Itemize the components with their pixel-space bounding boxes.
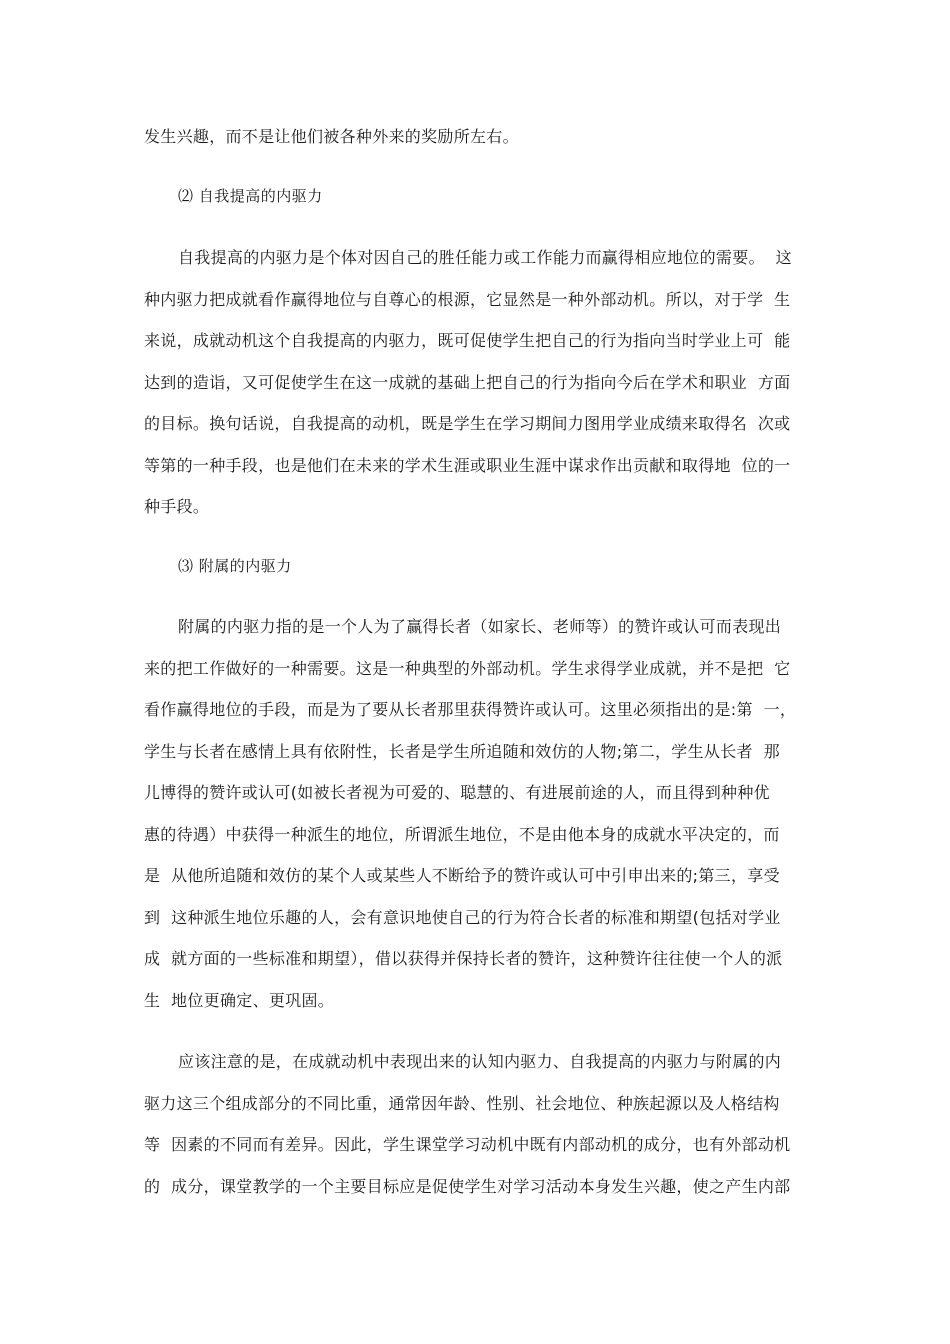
paragraph-line: 种手段。 (144, 497, 210, 516)
paragraph-line: 来的把工作做好的一种需要。这是一种典型的外部动机。学生求得学业成就，并不是把 它 (144, 659, 791, 678)
paragraph-line: 看作赢得地位的手段，而是为了要从长者那里获得赞许或认可。这里必须指出的是:第 一， (144, 700, 797, 719)
paragraph-line: 达到的造诣，又可促使学生在这一成就的基础上把自己的行为指向今后在学术和职业 方面 (144, 373, 791, 392)
paragraph-line: 到 这种派生地位乐趣的人，会有意识地使自己的行为符合长者的标准和期望(包括对学业 (144, 908, 781, 927)
intro-line: 发生兴趣，而不是让他们被各种外来的奖励所左右。 (144, 127, 519, 146)
paragraph-line: 驱力这三个组成部分的不同比重，通常因年龄、性别、社会地位、种族起源以及人格结构 (144, 1094, 780, 1113)
paragraph-line: 学生与长者在感情上具有依附性，长者是学生所追随和效仿的人物;第二，学生从长者 那 (144, 742, 780, 761)
paragraph-line: 生 地位更确定、更巩固。 (144, 991, 335, 1010)
paragraph-line: 种内驱力把成就看作赢得地位与自尊心的根源，它显然是一种外部动机。所以，对于学 生 (144, 290, 791, 309)
paragraph-line: 惠的待遇）中获得一种派生的地位，所谓派生地位，不是由他本身的成就水平决定的，而 (144, 825, 780, 844)
paragraph-line: 附属的内驱力指的是一个人为了赢得长者（如家长、老师等）的赞许或认可而表现出 (178, 617, 782, 636)
paragraph-line: 成 就方面的一些标准和期望），借以获得并保持长者的赞许，这种赞许往往使一个人的派 (144, 949, 783, 968)
paragraph-line: 是 从他所追随和效仿的某个人或某些人不断给予的赞许或认可中引申出来的;第三，享受 (144, 866, 780, 885)
paragraph-line: 的 成分，课堂教学的一个主要目标应是促使学生对学习活动本身发生兴趣，使之产生内部 (144, 1177, 791, 1196)
paragraph-line: 等 因素的不同而有差异。因此，学生课堂学习动机中既有内部动机的成分，也有外部动机 (144, 1135, 791, 1154)
section-heading-3: ⑶ 附属的内驱力 (178, 557, 292, 575)
paragraph-line: 儿博得的赞许或认可(如被长者视为可爱的、聪慧的、有进展前途的人，而且得到种种优 (144, 783, 770, 802)
paragraph-line: 等第的一种手段，也是他们在未来的学术生涯或职业生涯中谋求作出贡献和取得地 位的一 (144, 456, 791, 475)
paragraph-line: 的目标。换句话说，自我提高的动机，既是学生在学习期间力图用学业成绩来取得名 次或 (144, 414, 791, 433)
paragraph-line: 应该注意的是，在成就动机中表现出来的认知内驱力、自我提高的内驱力与附属的内 (178, 1052, 782, 1071)
paragraph-line: 来说，成就动机这个自我提高的内驱力，既可促使学生把自己的行为指向当时学业上可 能 (144, 331, 791, 350)
paragraph-line: 自我提高的内驱力是个体对因自己的胜任能力或工作能力而赢得相应地位的需要。 这 (178, 248, 792, 267)
section-heading-2: ⑵ 自我提高的内驱力 (178, 187, 323, 205)
